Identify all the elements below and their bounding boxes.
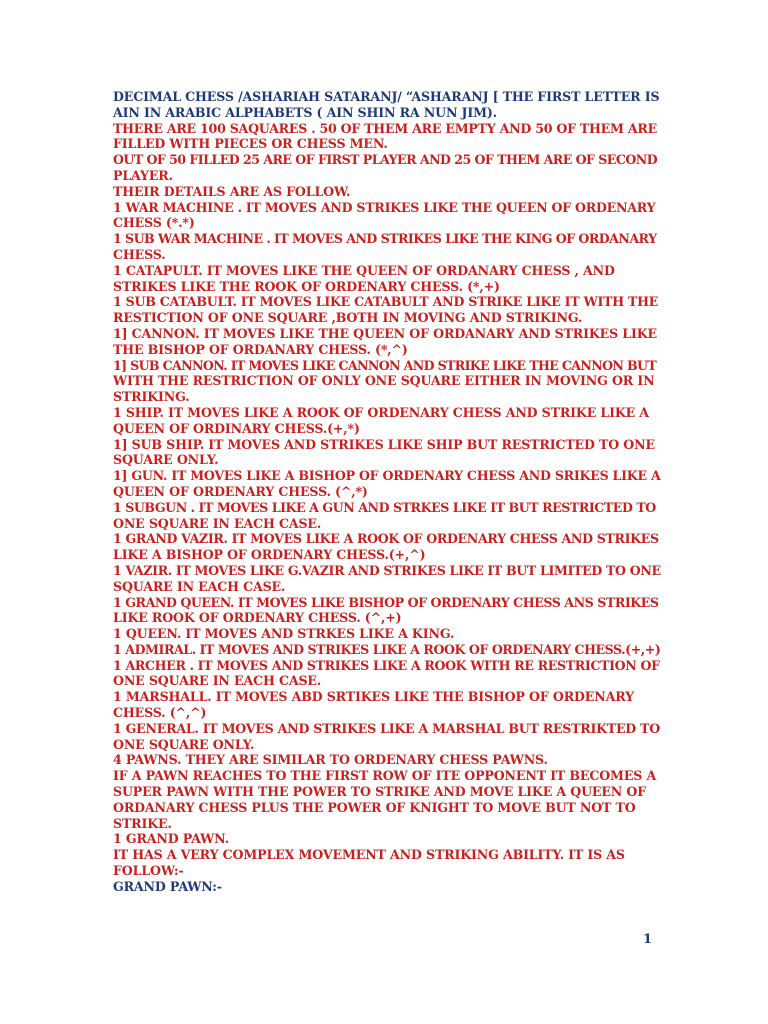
text-line: ONE SQUARE IN EACH CASE. [113, 673, 322, 689]
text-line: IT HAS A VERY COMPLEX MOVEMENT AND STRIKING ABILITY. IT IS AS [113, 847, 625, 863]
text-line: 1 VAZIR. IT MOVES LIKE G.VAZIR AND STRIKES LIKE IT BUT LIMITED TO ONE [113, 562, 661, 578]
page-number: 1 [643, 932, 653, 947]
text-line: THE BISHOP OF ORDANARY CHESS. (*,^) [113, 341, 408, 357]
text-line: 1 GRAND PAWN. [113, 831, 229, 847]
text-line: RESTICTION OF ONE SQUARE ,BOTH IN MOVING AND STRIKING. [113, 310, 583, 326]
text-line: THEIR DETAILS ARE AS FOLLOW. [113, 183, 351, 199]
text-line: STRIKES LIKE THE ROOK OF ORDENARY CHESS. (*,+) [113, 278, 500, 294]
text-line: STRIKING. [113, 389, 190, 405]
document-body [113, 89, 661, 895]
text-line: 1 WAR MACHINE . IT MOVES AND STRIKES LIKE THE QUEEN OF ORDENARY [113, 199, 656, 215]
text-line: 1] SUB SHIP. IT MOVES AND STRIKES LIKE SHIP BUT RESTRICTED TO ONE [113, 436, 655, 452]
text-line: 1 GRAND VAZIR. IT MOVES LIKE A ROOK OF ORDENARY CHESS AND STRIKES [113, 531, 659, 547]
text-line: CHESS (*.*) [113, 215, 195, 231]
text-line: THERE ARE 100 SAQUARES . 50 OF THEM ARE EMPTY AND 50 OF THEM ARE [113, 120, 657, 136]
text-line: LIKE ROOK OF ORDENARY CHESS. (^,+) [113, 610, 402, 626]
text-line: 1 SUBGUN . IT MOVES LIKE A GUN AND STRKES LIKE IT BUT RESTRICTED TO [113, 499, 656, 515]
text-line: ONE SQUARE ONLY. [113, 736, 255, 752]
text-line: FILLED WITH PIECES OR CHESS MEN. [113, 136, 388, 152]
text-line: 1 CATAPULT. IT MOVES LIKE THE QUEEN OF ORDANARY CHESS , AND [113, 262, 615, 278]
text-line: CHESS. (^,^) [113, 705, 207, 721]
text-line: OUT OF 50 FILLED 25 ARE OF FIRST PLAYER AND 25 OF THEM ARE OF SECOND [113, 152, 658, 168]
text-line: 1 SUB CATABULT. IT MOVES LIKE CATABULT AND STRIKE LIKE IT WITH THE [113, 294, 659, 310]
text-line: ORDANARY CHESS PLUS THE POWER OF KNIGHT TO MOVE BUT NOT TO [113, 799, 636, 815]
text-line: FOLLOW:- [113, 863, 184, 879]
text-line: 1] SUB CANNON. IT MOVES LIKE CANNON AND STRIKE LIKE THE CANNON BUT [113, 357, 657, 373]
text-line: AIN IN ARABIC ALPHABETS ( AIN SHIN RA NUN JIM). [113, 104, 497, 120]
text-line: 4 PAWNS. THEY ARE SIMILAR TO ORDENARY CHESS PAWNS. [113, 752, 548, 768]
text-line: WITH THE RESTRICTION OF ONLY ONE SQUARE EITHER IN MOVING OR IN [113, 373, 655, 389]
text-line: QUEEN OF ORDINARY CHESS.(+,*) [113, 420, 360, 436]
text-line: SUPER PAWN WITH THE POWER TO STRIKE AND MOVE LIKE A QUEEN OF [113, 784, 647, 800]
text-line: LIKE A BISHOP OF ORDENARY CHESS.(+,^) [113, 547, 426, 563]
text-line: 1] GUN. IT MOVES LIKE A BISHOP OF ORDENARY CHESS AND SRIKES LIKE A [113, 468, 661, 484]
text-line: STRIKE. [113, 815, 172, 831]
text-line: 1 QUEEN. IT MOVES AND STRKES LIKE A KING. [113, 626, 455, 642]
text-line: ONE SQUARE IN EACH CASE. [113, 515, 322, 531]
text-line: 1 ADMIRAL. IT MOVES AND STRIKES LIKE A ROOK OF ORDENARY CHESS.(+,+) [113, 641, 661, 657]
text-line: PLAYER. [113, 167, 173, 183]
text-line: QUEEN OF ORDENARY CHESS. (^,*) [113, 483, 368, 499]
text-line: 1 ARCHER . IT MOVES AND STRIKES LIKE A ROOK WITH RE RESTRICTION OF [113, 657, 660, 673]
text-line: SQUARE IN EACH CASE. [113, 578, 286, 594]
text-line: 1 SHIP. IT MOVES LIKE A ROOK OF ORDENARY CHESS AND STRIKE LIKE A [113, 404, 649, 420]
text-line: DECIMAL CHESS /ASHARIAH SATARANJ/ “ASHARANJ [ THE FIRST LETTER IS [113, 89, 660, 104]
text-line: 1 MARSHALL. IT MOVES ABD SRTIKES LIKE THE BISHOP OF ORDENARY [113, 689, 634, 705]
text-line: 1] CANNON. IT MOVES LIKE THE QUEEN OF ORDANARY AND STRIKES LIKE [113, 325, 657, 341]
text-line: IF A PAWN REACHES TO THE FIRST ROW OF ITE OPPONENT IT BECOMES A [113, 768, 657, 784]
text-line: CHESS. [113, 246, 166, 262]
text-line: 1 SUB WAR MACHINE . IT MOVES AND STRIKES LIKE THE KING OF ORDANARY [113, 231, 657, 247]
text-line: SQUARE ONLY. [113, 452, 219, 468]
text-line: GRAND PAWN:- [113, 878, 222, 894]
text-line: 1 GRAND QUEEN. IT MOVES LIKE BISHOP OF ORDENARY CHESS ANS STRIKES [113, 594, 659, 610]
text-line: 1 GENERAL. IT MOVES AND STRIKES LIKE A MARSHAL BUT RESTRIKTED TO [113, 720, 660, 736]
